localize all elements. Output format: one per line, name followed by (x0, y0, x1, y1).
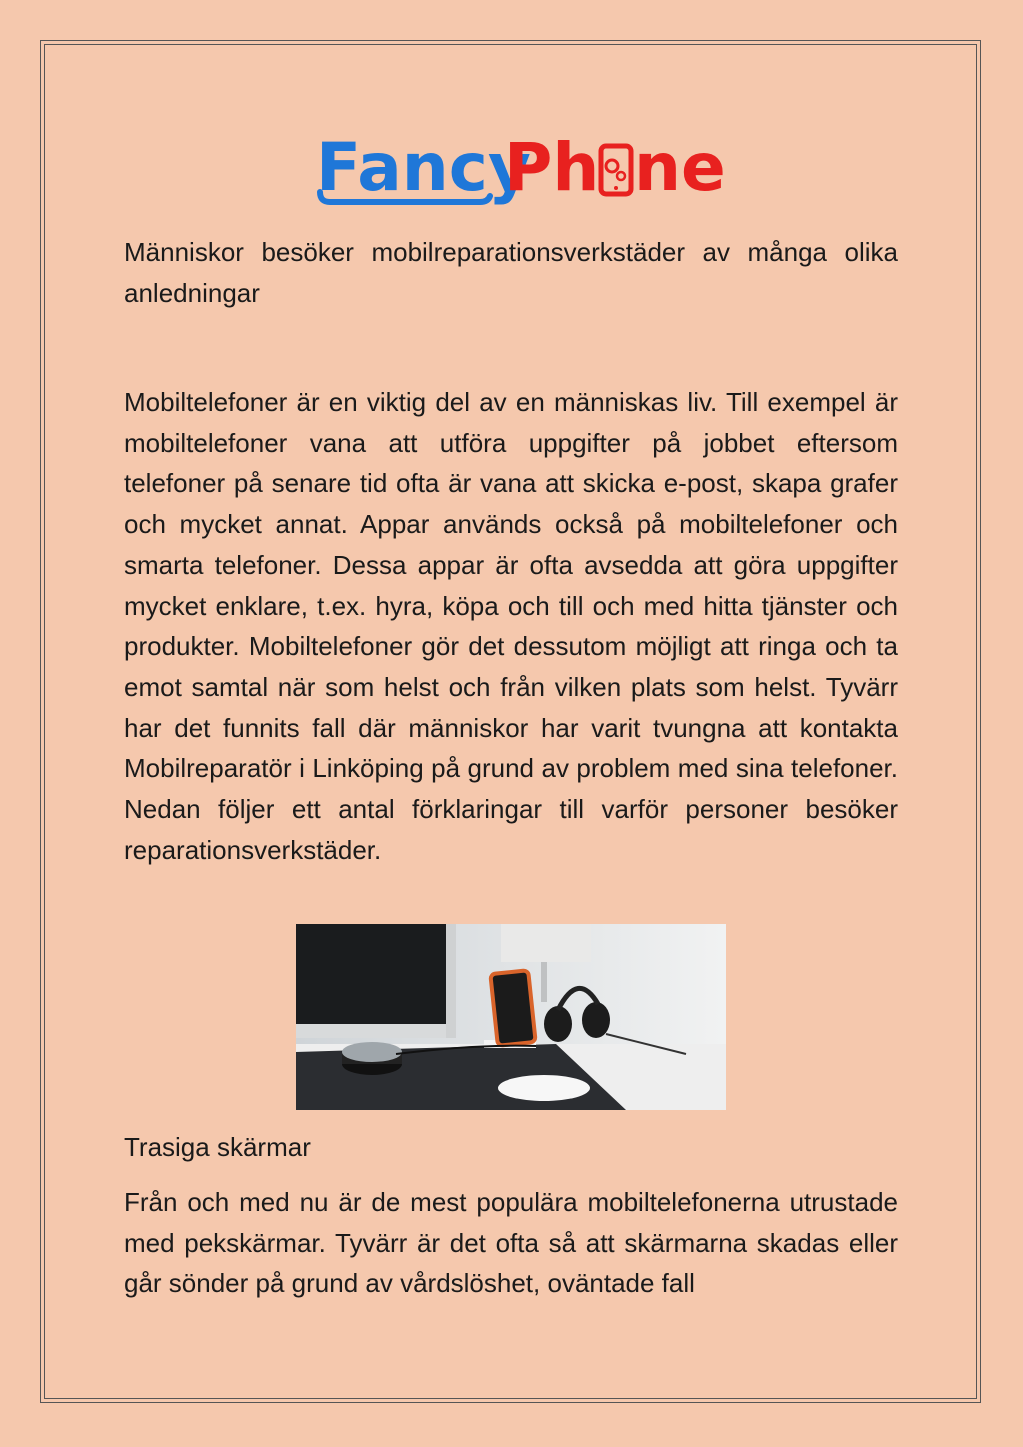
logo-text-ne: ne (634, 129, 726, 206)
intro-paragraph: Mobiltelefoner är en viktig del av en människas liv. Till exempel är mobiltelefoner vana att utföra uppgifter på jobbet eftersom telefoner på senare tid ofta är vana att skicka e-post, skapa grafer och mycket annat. Appar används också på mobiltelefoner och smarta telefoner. Dessa appar är ofta avsedda att göra uppgifter mycket enklare, t.ex. hyra, köpa och till och med hitta tjänster och produkter. Mobiltelefoner gör det dessutom möjligt att ringa och ta emot samtal när som helst och från vilken plats som helst. Tyvärr har det funnits fall där människor har varit tvungna att kontakta Mobilreparatör i Linköping på grund av problem med sina telefoner. Nedan följer ett antal förklaringar till varför personer besöker reparationsverkstäder. (124, 387, 898, 865)
phone-gear-icon (601, 146, 631, 194)
desk-phone-photo (296, 924, 726, 1110)
logo-text-fancy: Fancy (316, 129, 531, 206)
section-title: Trasiga skärmar (124, 1132, 311, 1162)
section-paragraph: Från och med nu är de mest populära mobiltelefonerna utrustade med pekskärmar. Tyvärr är det ofta så att skärmarna skadas eller går sönder på grund av vårdslöshet, oväntade fall (124, 1187, 898, 1299)
page-heading: Människor besöker mobilreparationsverkstäder av många olika anledningar (124, 237, 898, 308)
fancyphone-logo (314, 128, 726, 208)
logo-text-ph: Ph (504, 129, 600, 206)
